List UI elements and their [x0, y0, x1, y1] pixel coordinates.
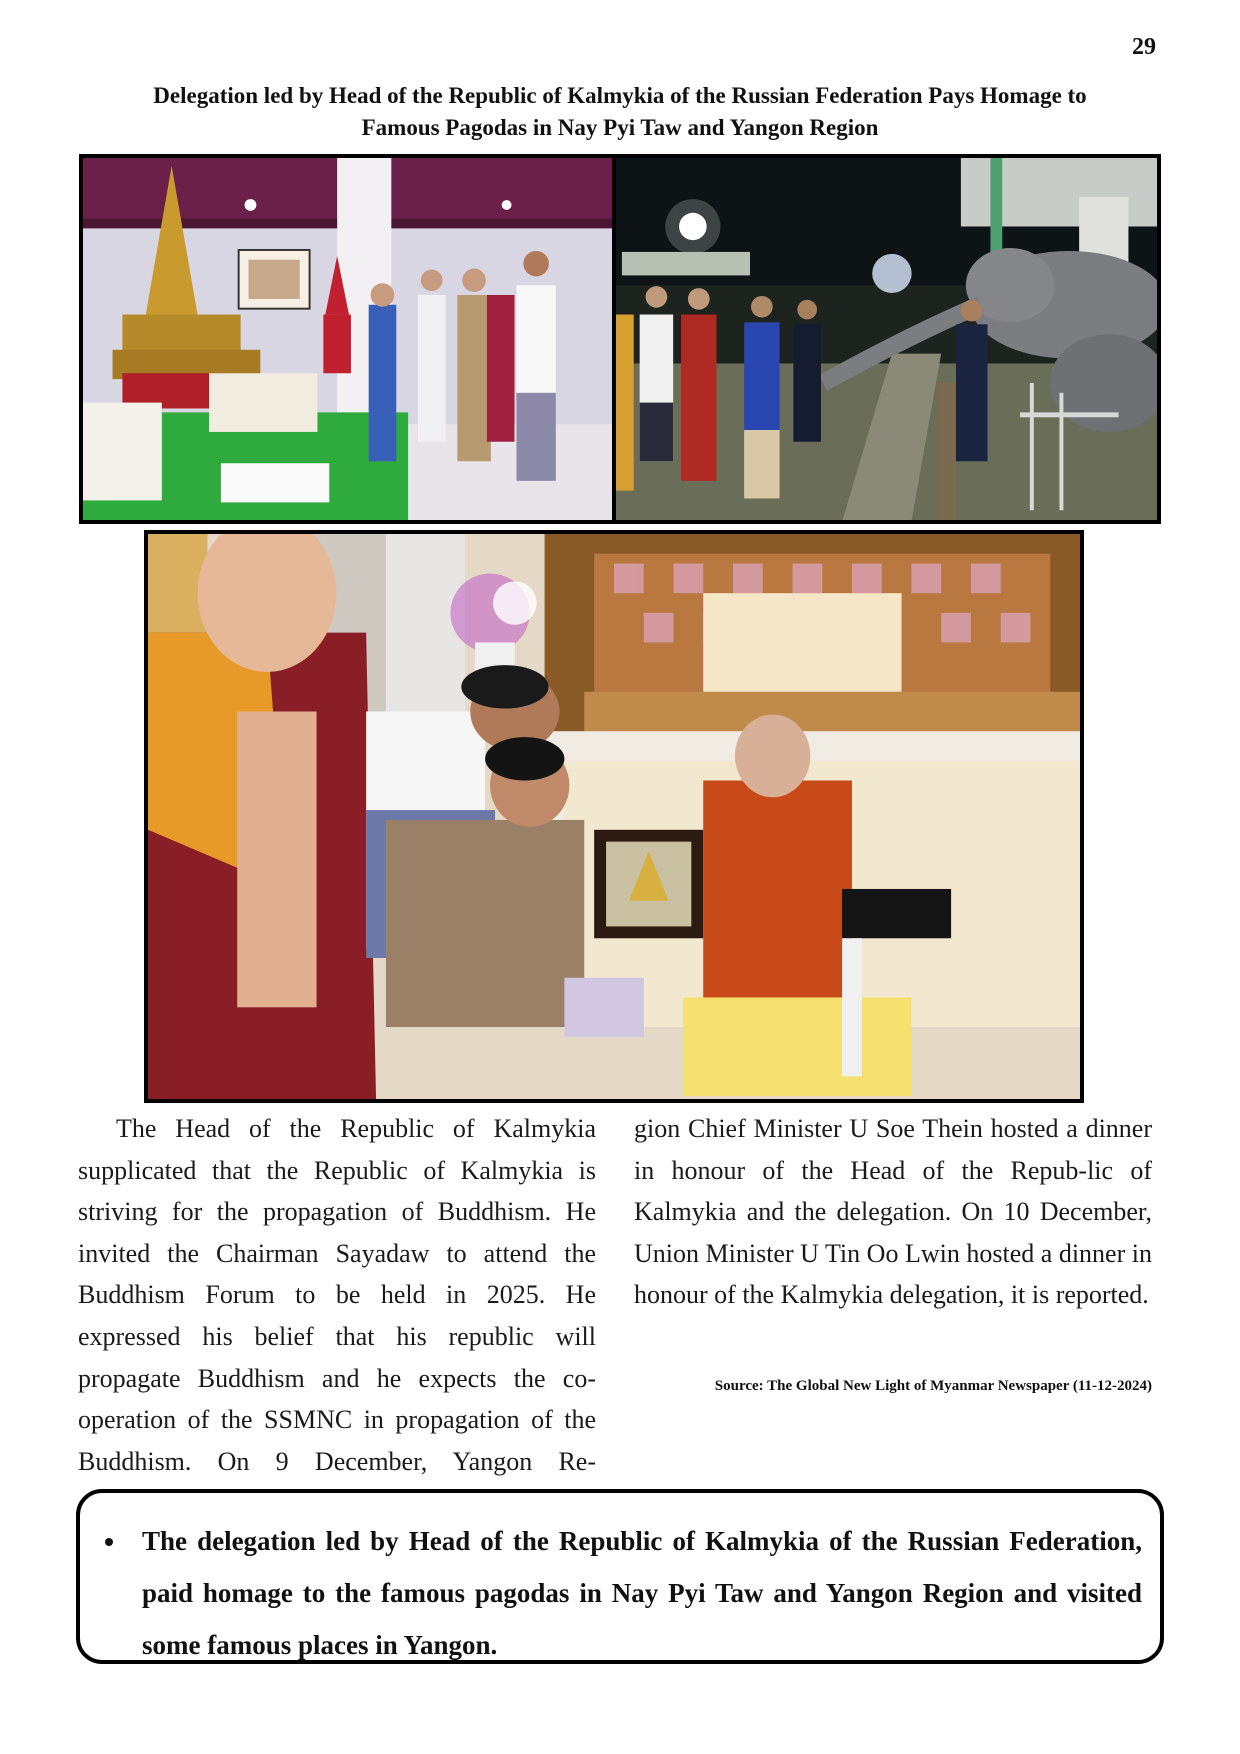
article-left-text: The Head of the Republic of Kalmykia supplicated that the Republic of Kalmykia is striving for the propagation of Buddhism. He invited the Chairman Sayadaw to attend the Buddhism Forum to be held in 2025. He expressed his belief that his republic will propagate Buddhism and he expects the co-operation of the SSMNC in propagation of the Buddhism. On 9 December, Yangon Re- — [78, 1114, 596, 1476]
elephant-feeding-photo — [612, 154, 1161, 524]
article-title-line-1: Delegation led by Head of the Republic of Kalmykia of the Russian Federation Pays Homage to — [153, 83, 1087, 108]
summary-box — [76, 1489, 1164, 1664]
monk-presentation-photo — [144, 530, 1084, 1103]
article-left-column — [78, 1108, 596, 1482]
museum-pagoda-model-photo — [79, 154, 616, 524]
article-right-text: gion Chief Minister U Soe Thein hosted a dinner in honour of the Head of the Repub-lic of Kalmykia and the delegation. On 10 December, Union Minister U Tin Oo Lwin hosted a dinner in honour of the Kalmykia delegation, it is reported. — [634, 1114, 1152, 1310]
source-credit: Source: The Global New Light of Myanmar Newspaper (11-12-2024) — [714, 1378, 1152, 1394]
page-number: 29 — [1132, 34, 1156, 60]
summary-list — [98, 1515, 1142, 1671]
article-title — [80, 80, 1160, 144]
article-right-column — [634, 1108, 1152, 1316]
summary-bullet: • The delegation led by Head of the Republic of Kalmykia of the Russian Federation, paid homage to the famous pagodas in Nay Pyi Taw and Yangon Region and visited some famous places in Yangon. — [128, 1515, 1142, 1671]
article-title-line-2: Famous Pagodas in Nay Pyi Taw and Yangon Region — [361, 115, 879, 140]
